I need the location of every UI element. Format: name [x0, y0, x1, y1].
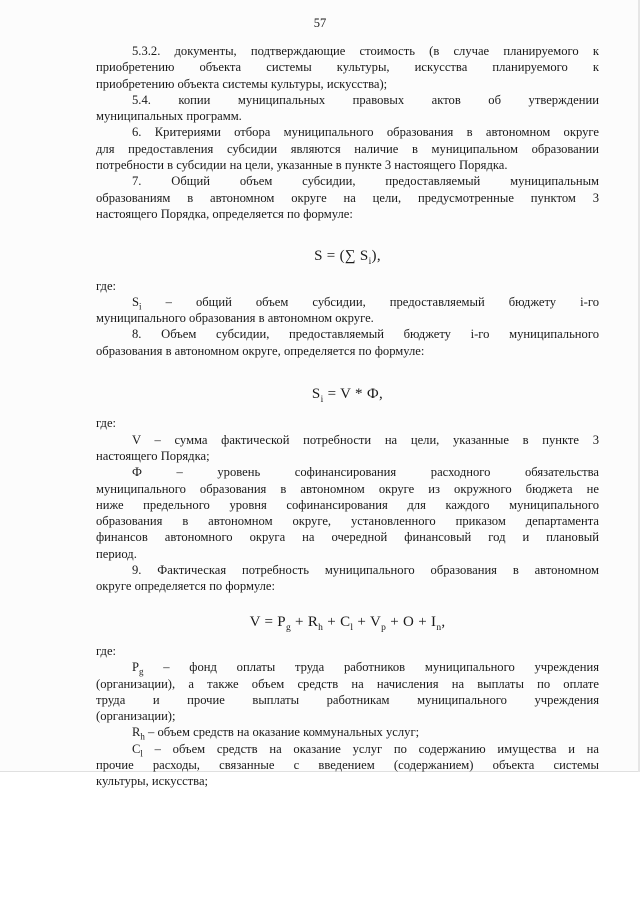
text-line: приобретению объекта системы культуры, искусства);	[96, 76, 388, 91]
text-line: образования в автономном округе, установленного приказом департамента	[96, 514, 599, 529]
formula-total-subsidy: S = (∑ $S_i$),	[314, 248, 381, 268]
text-line: финансов автономного округа на очередной финансовый год и плановый	[96, 530, 599, 545]
text-line: культуры, искусства;	[96, 774, 209, 789]
text-line: прочие расходы, связанные с введением (содержанием) объекта системы	[96, 757, 599, 772]
text-line: 9. Фактическая потребность муниципального образования в автономном	[132, 563, 599, 578]
text-line: ниже предельного уровня софинансирования для каждого муниципального	[96, 497, 599, 512]
text-line: $R_h$ – объем средств на оказание коммунальных услуг;	[132, 725, 420, 742]
where-label: где:	[96, 416, 117, 431]
text-line: приобретению объекта системы культуры, искусства планируемого к	[96, 60, 599, 75]
text-line: 8. Объем субсидии, предоставляемый бюджету i-го муниципального	[132, 327, 599, 342]
text-line: $S_i$ – общий объем субсидии, предоставляемый бюджету i-го	[132, 294, 599, 312]
text-line: округе определяется по формуле:	[96, 579, 276, 594]
text-line: 7. Общий объем субсидии, предоставляемый муниципальным	[132, 174, 599, 189]
text-line: V – сумма фактической потребности на цели, указанные в пункте 3	[132, 432, 599, 447]
text-line: потребности в субсидии на цели, указанные в пункте 3 настоящего Порядка.	[96, 158, 508, 173]
text-line: период.	[96, 546, 137, 561]
formula-actual-need: $V = P_g + R_h + C_l + V_p + O + I_n$,	[249, 613, 446, 633]
text-line: 6. Критериями отбора муниципального образования в автономном округе	[132, 125, 599, 140]
text-line: $P_g$ – фонд оплаты труда работников муниципального учреждения	[132, 660, 599, 677]
text-line: труда и прочие выплаты работникам муниципального учреждения	[96, 692, 599, 707]
where-label: где:	[96, 278, 117, 293]
text-line: для предоставления субсидии являются наличие в муниципальном образовании	[96, 141, 599, 156]
text-line: 5.4. копии муниципальных правовых актов об утверждении	[132, 92, 599, 107]
text-line: настоящего Порядка, определяется по формуле:	[96, 206, 353, 221]
text-line: $C_l$ – объем средств на оказание услуг по содержанию имущества и на	[132, 741, 599, 759]
text-line: (организации);	[96, 709, 176, 724]
text-line: муниципального образования в автономном округе.	[96, 311, 374, 326]
text-line: 5.3.2. документы, подтверждающие стоимость (в случае планируемого к	[132, 44, 599, 58]
text-line: Ф – уровень софинансирования расходного обязательства	[132, 465, 599, 480]
text-line: настоящего Порядка;	[96, 448, 210, 463]
text-line: муниципального образования в автономном округе из окружного бюджета не	[96, 481, 599, 496]
page-number: 57	[313, 16, 327, 30]
formula-subsidy-amount: $S_i = V * Ф$,	[311, 386, 384, 406]
text-line: (организации), а также объем средств на начисления на выплаты по оплате	[96, 676, 599, 691]
where-label: где:	[96, 643, 117, 658]
text-line: муниципальных программ.	[96, 109, 242, 124]
document-body	[96, 43, 599, 790]
text-line: образованиям в автономном округе на цели, предусмотренные пунктом 3	[96, 190, 599, 205]
text-line: образования в автономном округе, определяется по формуле:	[96, 343, 425, 358]
